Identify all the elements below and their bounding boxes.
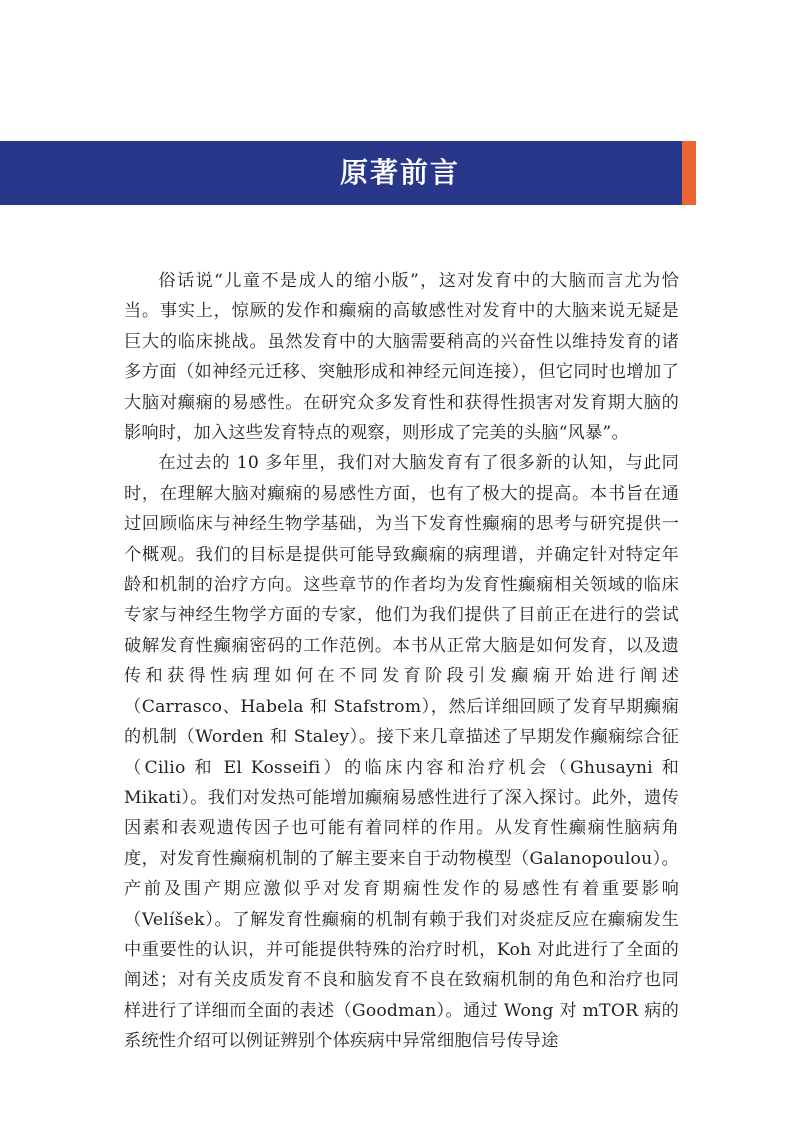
body-text [124,266,679,1057]
paragraph-1: 俗话说“儿童不是成人的缩小版”，这对发育中的大脑而言尤为恰当。事实上，惊厥的发作和癫痫的高敏感性对发育中的大脑来说无疑是巨大的临床挑战。虽然发育中的大脑需要稍高的兴奋性以维持发育的诸多方面（如神经元迁移、突触形成和神经元间连接），但它同时也增加了大脑对癫痫的易感性。在研究众多发育性和获得性损害对发育期大脑的影响时，加入这些发育特点的观察，则形成了完美的头脑“风暴”。 [124,271,679,444]
paragraph-2: 在过去的 10 多年里，我们对大脑发育有了很多新的认知，与此同时，在理解大脑对癫痫的易感性方面，也有了极大的提高。本书旨在通过回顾临床与神经生物学基础，为当下发育性癫痫的思考与研究提供一个概观。我们的目标是提供可能导致癫痫的病理谱，并确定针对特定年龄和机制的治疗方向。这些章节的作者均为发育性癫痫相关领域的临床专家与神经生物学方面的专家，他们为我们提供了目前正在进行的尝试破解发育性癫痫密码的工作范例。本书从正常大脑是如何发育，以及遗传和获得性病理如何在不同发育阶段引发癫痫开始进行阐述（Carrasco、Habela 和 Stafstrom），然后详细回顾了发育早期癫痫的机制（Worden 和 Staley）。接下来几章描述了早期发作癫痫综合征（Cilio 和 El Kosseifi）的临床内容和治疗机会（Ghusayni 和 Mikati）。我们对发热可能增加癫痫易感性进行了深入探讨。此外，遗传因素和表观遗传因子也可能有着同样的作用。从发育性癫痫性脑病角度，对发育性癫痫机制的了解主要来自于动物模型（Galanopoulou）。产前及围产期应激似乎对发育期痫性发作的易感性有着重要影响（Velíšek）。了解发育性癫痫的机制有赖于我们对炎症反应在癫痫发生中重要性的认识，并可能提供特殊的治疗时机，Koh 对此进行了全面的阐述；对有关皮质发育不良和脑发育不良在致痫机制的角色和治疗也同样进行了详细而全面的表述（Goodman）。通过 Wong 对 mTOR 病的系统性介绍可以例证辨别个体疾病中异常细胞信号传导途 [124,453,679,1052]
page-title: 原著前言 [339,156,460,189]
